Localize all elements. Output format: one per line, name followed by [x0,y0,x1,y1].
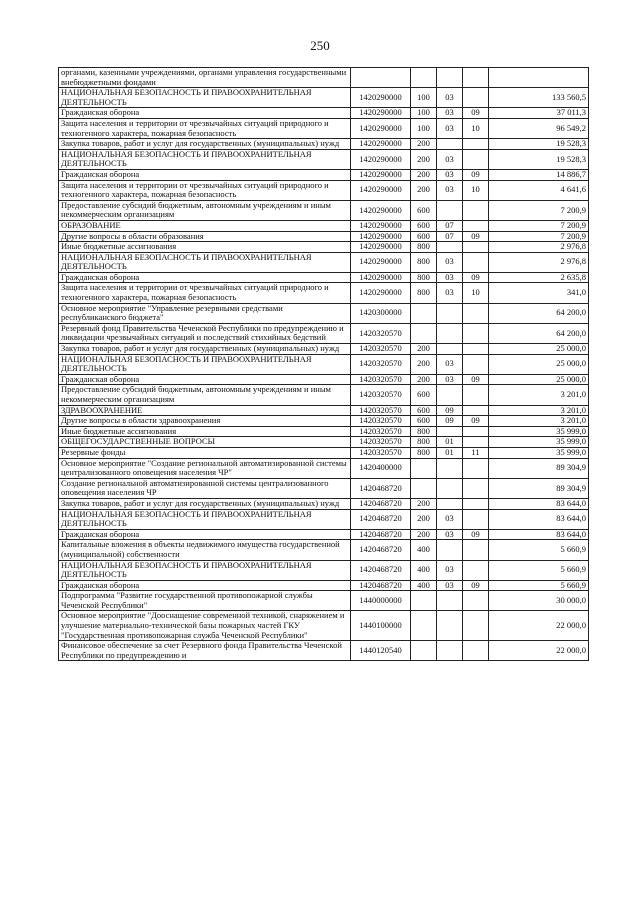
cell-vr [411,641,437,661]
cell-pr [463,344,489,355]
cell-vr: 600 [411,416,437,427]
cell-sum: 37 011,3 [489,108,589,119]
cell-sum: 5 660,9 [489,580,589,591]
cell-rz [437,498,463,509]
cell-sum [489,68,589,88]
cell-vr: 400 [411,560,437,580]
cell-name: Резервные фонды [59,447,351,458]
table-row [59,68,589,88]
cell-name: Гражданская оборона [59,580,351,591]
cell-pr [463,149,489,169]
cell-name: Другие вопросы в области здравоохранения [59,416,351,427]
cell-rz: 09 [437,405,463,416]
cell-rz: 03 [437,560,463,580]
cell-pr: 09 [463,374,489,385]
cell-rz [437,139,463,150]
cell-name: НАЦИОНАЛЬНАЯ БЕЗОПАСНОСТЬ И ПРАВООХРАНИТЕЛЬНАЯ ДЕЯТЕЛЬНОСТЬ [59,509,351,529]
cell-code: 1420290000 [351,283,411,303]
cell-name: Основное мероприятие "Дооснащение современной техникой, снаряжением и улучшение материально-технической базы пожарных частей ГКУ "Государственная противопожарная служба Чеченской Республики" [59,611,351,641]
cell-sum: 5 660,9 [489,560,589,580]
cell-pr [463,591,489,611]
cell-code: 1420320570 [351,374,411,385]
cell-code: 1440120540 [351,641,411,661]
cell-code: 1420290000 [351,118,411,138]
cell-sum: 14 886,7 [489,169,589,180]
cell-vr: 600 [411,200,437,220]
cell-rz: 03 [437,529,463,540]
cell-pr [463,611,489,641]
cell-name: Закупка товаров, работ и услуг для государственных (муниципальных) нужд [59,139,351,150]
cell-code: 1420320570 [351,405,411,416]
cell-sum: 25 000,0 [489,374,589,385]
table-row [59,509,589,529]
cell-code: 1420468720 [351,540,411,560]
cell-sum: 89 304,9 [489,478,589,498]
cell-vr [411,303,437,323]
cell-name: Предоставление субсидий бюджетным, автономным учреждениям и иным некоммерческим организациям [59,385,351,405]
cell-vr: 200 [411,498,437,509]
table-row [59,231,589,242]
cell-pr [463,498,489,509]
table-row [59,283,589,303]
cell-sum: 64 200,0 [489,303,589,323]
cell-sum: 3 201,0 [489,385,589,405]
cell-sum: 89 304,9 [489,458,589,478]
cell-sum: 2 976,8 [489,252,589,272]
cell-vr: 200 [411,354,437,374]
table-row [59,354,589,374]
cell-name: Основное мероприятие "Создание региональной автоматизированной системы централизованного оповещения населения ЧР" [59,458,351,478]
cell-code: 1420320570 [351,447,411,458]
cell-pr [463,323,489,343]
cell-pr: 09 [463,169,489,180]
table-row [59,242,589,253]
cell-rz: 01 [437,447,463,458]
cell-code: 1420290000 [351,220,411,231]
table-row [59,641,589,661]
cell-code: 1420468720 [351,509,411,529]
cell-sum: 19 528,3 [489,149,589,169]
cell-sum: 83 644,0 [489,498,589,509]
cell-vr: 600 [411,220,437,231]
cell-code: 1420290000 [351,108,411,119]
cell-rz: 03 [437,283,463,303]
table-row [59,560,589,580]
cell-name: НАЦИОНАЛЬНАЯ БЕЗОПАСНОСТЬ И ПРАВООХРАНИТЕЛЬНАЯ ДЕЯТЕЛЬНОСТЬ [59,354,351,374]
cell-sum: 341,0 [489,283,589,303]
table-row [59,303,589,323]
cell-name: Иные бюджетные ассигнования [59,242,351,253]
cell-vr: 200 [411,374,437,385]
cell-pr [463,385,489,405]
cell-name: Другие вопросы в области образования [59,231,351,242]
cell-rz: 03 [437,252,463,272]
cell-rz [437,385,463,405]
cell-vr: 200 [411,509,437,529]
cell-sum: 19 528,3 [489,139,589,150]
cell-sum: 7 200,9 [489,220,589,231]
cell-sum: 3 201,0 [489,405,589,416]
cell-name: Гражданская оборона [59,169,351,180]
table-row [59,458,589,478]
cell-name: Гражданская оборона [59,272,351,283]
cell-pr [463,560,489,580]
cell-pr: 10 [463,180,489,200]
table-row [59,591,589,611]
table-row [59,385,589,405]
table-row [59,405,589,416]
table-row [59,611,589,641]
cell-code: 1420468720 [351,478,411,498]
cell-rz [437,611,463,641]
cell-pr [463,458,489,478]
cell-pr [463,426,489,437]
cell-vr: 600 [411,385,437,405]
cell-pr [463,641,489,661]
page-number: 250 [310,38,330,53]
cell-rz: 07 [437,231,463,242]
cell-sum: 3 201,0 [489,416,589,427]
cell-pr [463,478,489,498]
budget-table-body [59,68,589,661]
cell-name: НАЦИОНАЛЬНАЯ БЕЗОПАСНОСТЬ И ПРАВООХРАНИТЕЛЬНАЯ ДЕЯТЕЛЬНОСТЬ [59,560,351,580]
cell-name: НАЦИОНАЛЬНАЯ БЕЗОПАСНОСТЬ И ПРАВООХРАНИТЕЛЬНАЯ ДЕЯТЕЛЬНОСТЬ [59,88,351,108]
cell-rz: 03 [437,354,463,374]
cell-pr: 09 [463,580,489,591]
cell-sum: 83 644,0 [489,509,589,529]
cell-code: 1440000000 [351,591,411,611]
cell-vr: 800 [411,447,437,458]
cell-pr: 09 [463,108,489,119]
cell-code: 1420290000 [351,231,411,242]
cell-code: 1420468720 [351,529,411,540]
table-row [59,252,589,272]
table-row [59,272,589,283]
cell-name: Иные бюджетные ассигнования [59,426,351,437]
cell-pr [463,540,489,560]
cell-name: Капитальные вложения в объекты недвижимого имущества государственной (муниципальной) собственности [59,540,351,560]
cell-rz [437,426,463,437]
cell-sum: 35 999,0 [489,447,589,458]
cell-vr [411,478,437,498]
cell-name: Защита населения и территории от чрезвычайных ситуаций природного и техногенного характера, пожарная безопасность [59,283,351,303]
table-row [59,118,589,138]
cell-pr [463,88,489,108]
cell-vr: 100 [411,118,437,138]
cell-vr [411,591,437,611]
table-row [59,416,589,427]
cell-pr [463,220,489,231]
cell-pr [463,68,489,88]
cell-vr: 600 [411,405,437,416]
cell-code: 1420468720 [351,580,411,591]
cell-vr: 800 [411,437,437,448]
cell-vr: 200 [411,169,437,180]
table-row [59,426,589,437]
cell-vr [411,323,437,343]
table-row [59,323,589,343]
cell-name: Предоставление субсидий бюджетным, автономным учреждениям и иным некоммерческим организациям [59,200,351,220]
cell-rz: 03 [437,509,463,529]
cell-name: НАЦИОНАЛЬНАЯ БЕЗОПАСНОСТЬ И ПРАВООХРАНИТЕЛЬНАЯ ДЕЯТЕЛЬНОСТЬ [59,149,351,169]
cell-name: Гражданская оборона [59,529,351,540]
cell-name: Закупка товаров, работ и услуг для государственных (муниципальных) нужд [59,344,351,355]
cell-sum: 2 976,8 [489,242,589,253]
cell-vr: 200 [411,529,437,540]
cell-vr: 200 [411,139,437,150]
table-row [59,139,589,150]
cell-pr: 10 [463,118,489,138]
cell-sum: 25 000,0 [489,354,589,374]
cell-code: 1420320570 [351,354,411,374]
table-row [59,344,589,355]
cell-name: ЗДРАВООХРАНЕНИЕ [59,405,351,416]
cell-pr [463,139,489,150]
cell-code: 1420290000 [351,180,411,200]
cell-vr: 800 [411,426,437,437]
cell-sum: 83 644,0 [489,529,589,540]
cell-rz [437,242,463,253]
cell-pr [463,200,489,220]
cell-sum: 7 200,9 [489,200,589,220]
table-row [59,447,589,458]
table-row [59,374,589,385]
cell-sum: 133 560,5 [489,88,589,108]
cell-name: Гражданская оборона [59,374,351,385]
cell-sum: 2 635,8 [489,272,589,283]
cell-name: НАЦИОНАЛЬНАЯ БЕЗОПАСНОСТЬ И ПРАВООХРАНИТЕЛЬНАЯ ДЕЯТЕЛЬНОСТЬ [59,252,351,272]
cell-code: 1420320570 [351,416,411,427]
table-row [59,169,589,180]
table-row [59,200,589,220]
table-row [59,478,589,498]
cell-vr [411,458,437,478]
table-row [59,540,589,560]
cell-sum: 4 641,6 [489,180,589,200]
cell-rz: 03 [437,580,463,591]
cell-rz: 03 [437,169,463,180]
cell-vr: 600 [411,231,437,242]
cell-code: 1420320570 [351,344,411,355]
cell-rz [437,540,463,560]
cell-name: Подпрограмма "Развитие государственной противопожарной службы Чеченской Республики" [59,591,351,611]
cell-code: 1420300000 [351,303,411,323]
cell-vr: 800 [411,252,437,272]
cell-code: 1420320570 [351,323,411,343]
cell-name: Резервный фонд Правительства Чеченской Республики по предупреждению и ликвидации чрезвычайных ситуаций и последствий стихийных бедствий [59,323,351,343]
cell-vr: 200 [411,180,437,200]
cell-pr [463,252,489,272]
cell-sum: 96 549,2 [489,118,589,138]
cell-name: органами, казенными учреждениями, органами управления государственными внебюджетными фондами [59,68,351,88]
cell-rz: 03 [437,374,463,385]
cell-rz: 01 [437,437,463,448]
cell-code: 1420290000 [351,200,411,220]
cell-vr: 200 [411,149,437,169]
cell-vr: 800 [411,242,437,253]
cell-code: 1420468720 [351,498,411,509]
cell-rz: 03 [437,149,463,169]
cell-sum: 35 999,0 [489,437,589,448]
cell-name: ОБЩЕГОСУДАРСТВЕННЫЕ ВОПРОСЫ [59,437,351,448]
cell-pr: 11 [463,447,489,458]
cell-vr: 400 [411,580,437,591]
cell-rz: 03 [437,272,463,283]
cell-code: 1420320570 [351,426,411,437]
cell-vr: 200 [411,344,437,355]
cell-rz: 09 [437,416,463,427]
cell-code: 1420290000 [351,149,411,169]
table-row [59,529,589,540]
cell-rz: 03 [437,118,463,138]
cell-pr [463,509,489,529]
budget-table [58,67,589,661]
cell-name: Защита населения и территории от чрезвычайных ситуаций природного и техногенного характера, пожарная безопасность [59,118,351,138]
cell-vr: 400 [411,540,437,560]
cell-rz [437,344,463,355]
cell-rz [437,200,463,220]
cell-pr: 09 [463,272,489,283]
cell-vr: 100 [411,88,437,108]
cell-pr [463,405,489,416]
cell-code: 1420290000 [351,242,411,253]
cell-rz [437,68,463,88]
cell-rz: 07 [437,220,463,231]
cell-sum: 7 200,9 [489,231,589,242]
cell-name: Закупка товаров, работ и услуг для государственных (муниципальных) нужд [59,498,351,509]
cell-code: 1420320570 [351,385,411,405]
cell-code: 1420320570 [351,437,411,448]
cell-code: 1420400000 [351,458,411,478]
cell-name: Защита населения и территории от чрезвычайных ситуаций природного и техногенного характера, пожарная безопасность [59,180,351,200]
cell-name: Создание региональной автоматизированной системы централизованного оповещения населения ЧР [59,478,351,498]
cell-sum: 35 999,0 [489,426,589,437]
cell-pr: 09 [463,416,489,427]
cell-vr [411,68,437,88]
table-row [59,498,589,509]
cell-code [351,68,411,88]
table-row [59,108,589,119]
cell-name: Финансовое обеспечение за счет Резервного фонда Правительства Чеченской Республики по предупреждению и [59,641,351,661]
cell-vr: 100 [411,108,437,119]
cell-code: 1440100000 [351,611,411,641]
cell-rz: 03 [437,108,463,119]
cell-pr [463,354,489,374]
cell-rz: 03 [437,88,463,108]
cell-name: Гражданская оборона [59,108,351,119]
cell-pr [463,303,489,323]
cell-rz [437,458,463,478]
cell-code: 1420290000 [351,88,411,108]
cell-vr: 800 [411,283,437,303]
table-row [59,220,589,231]
cell-sum: 22 000,0 [489,611,589,641]
cell-sum: 5 660,9 [489,540,589,560]
cell-sum: 22 000,0 [489,641,589,661]
cell-name: ОБРАЗОВАНИЕ [59,220,351,231]
table-row [59,437,589,448]
cell-rz [437,478,463,498]
cell-sum: 25 000,0 [489,344,589,355]
table-row [59,180,589,200]
cell-vr: 800 [411,272,437,283]
cell-name: Основное мероприятие "Управление резервными средствами республиканского бюджета" [59,303,351,323]
cell-sum: 64 200,0 [489,323,589,343]
table-row [59,149,589,169]
cell-rz [437,323,463,343]
cell-code: 1420290000 [351,272,411,283]
cell-code: 1420468720 [351,560,411,580]
table-row [59,88,589,108]
cell-rz [437,641,463,661]
cell-pr: 09 [463,231,489,242]
cell-pr [463,242,489,253]
cell-rz: 03 [437,180,463,200]
cell-pr: 10 [463,283,489,303]
cell-rz [437,591,463,611]
cell-code: 1420290000 [351,139,411,150]
cell-pr [463,437,489,448]
cell-sum: 30 000,0 [489,591,589,611]
cell-vr [411,611,437,641]
cell-code: 1420290000 [351,252,411,272]
table-row [59,580,589,591]
cell-rz [437,303,463,323]
cell-pr: 09 [463,529,489,540]
cell-code: 1420290000 [351,169,411,180]
